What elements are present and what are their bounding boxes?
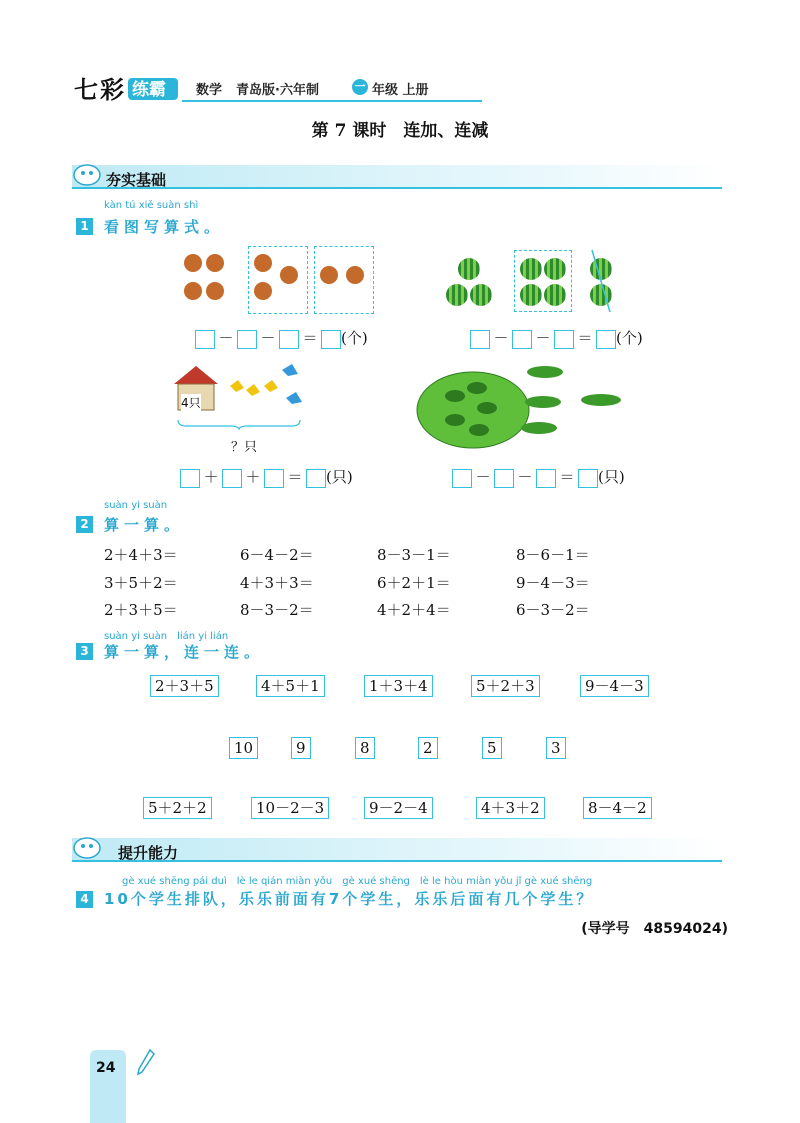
answer-blank[interactable] <box>306 469 326 488</box>
study-number: (导学号 48594024) <box>581 921 728 937</box>
match-expression-bottom[interactable]: 8－4－2 <box>583 797 652 819</box>
match-number[interactable]: 10 <box>229 737 258 759</box>
match-expression-bottom[interactable]: 4＋3＋2 <box>476 797 545 819</box>
birds-house-picture <box>172 362 312 442</box>
answer-blank[interactable] <box>264 469 284 488</box>
calc-item: 6－3－2＝ <box>516 601 590 619</box>
match-expression-bottom[interactable]: 9－2－4 <box>364 797 433 819</box>
header-subject: 数学 <box>196 83 223 98</box>
lesson-title: 第 7 课时 连加、连减 <box>311 121 489 141</box>
q4-question: 10个学生排队，乐乐前面有7个学生，乐乐后面有几个学生？ <box>104 890 595 908</box>
calc-item: 2＋3＋5＝ <box>104 601 178 619</box>
q4-number: 4 <box>76 891 93 908</box>
q1-number: 1 <box>76 218 93 235</box>
q1-pinyin: kàn tú xiě suàn shì <box>104 200 199 211</box>
q2-pinyin: suàn yi suàn <box>104 500 168 511</box>
calc-item: 2＋4＋3＝ <box>104 546 178 564</box>
q3-number: 3 <box>76 643 93 660</box>
grade-badge: 一 <box>352 79 368 95</box>
cartoon-animal-icon <box>72 833 102 859</box>
header-divider <box>182 100 482 102</box>
match-number[interactable]: 5 <box>482 737 502 759</box>
header-grade: 年级 上册 <box>372 83 429 98</box>
answer-blank[interactable] <box>470 330 490 349</box>
q1-equation-2: － － ＝ (个) <box>470 327 643 349</box>
calc-item: 6＋2＋1＝ <box>377 574 451 592</box>
answer-blank[interactable] <box>279 330 299 349</box>
answer-blank[interactable] <box>180 469 200 488</box>
answer-blank[interactable] <box>452 469 472 488</box>
calc-item: 6－4－2＝ <box>240 546 314 564</box>
calc-item: 4＋2＋4＝ <box>377 601 451 619</box>
q4-pinyin: gè xué shēng pái duì lè le qián miàn yǒu gè xué shēng lè le hòu miàn yǒu jǐ gè xué shēng <box>122 876 593 887</box>
match-expression-top[interactable]: 4＋5＋1 <box>256 675 325 697</box>
unit-label: (只) <box>598 468 625 486</box>
match-number[interactable]: 9 <box>291 737 311 759</box>
match-expression-top[interactable]: 1＋3＋4 <box>364 675 433 697</box>
match-expression-bottom[interactable]: 10－2－3 <box>251 797 329 819</box>
match-expression-top[interactable]: 9－4－3 <box>580 675 649 697</box>
unit-label: (个) <box>616 329 643 347</box>
calc-item: 9－4－3＝ <box>516 574 590 592</box>
answer-blank[interactable] <box>195 330 215 349</box>
unit-label: (只) <box>326 468 353 486</box>
match-number[interactable]: 3 <box>546 737 566 759</box>
answer-blank[interactable] <box>512 330 532 349</box>
frogs-lilypad-picture <box>415 358 630 453</box>
svg-text:彩: 彩 <box>100 75 124 104</box>
section-bar-basics <box>72 165 722 189</box>
q3-instruction: 算一算，连一连。 <box>104 643 265 661</box>
calc-item: 8－3－2＝ <box>240 601 314 619</box>
answer-blank[interactable] <box>554 330 574 349</box>
q2-number: 2 <box>76 516 93 533</box>
q3-pinyin: suàn yi suàn lián yi lián <box>104 631 229 642</box>
unit-label: (个) <box>341 329 368 347</box>
answer-blank[interactable] <box>321 330 341 349</box>
answer-blank[interactable] <box>578 469 598 488</box>
match-expression-top[interactable]: 2＋3＋5 <box>150 675 219 697</box>
header-edition: 青岛版·六年制 <box>236 83 319 98</box>
section-title-advanced: 提升能力 <box>118 844 179 862</box>
match-expression-top[interactable]: 5＋2＋3 <box>471 675 540 697</box>
total-question-label: ？只 <box>231 440 258 455</box>
page-number: 24 <box>96 1060 116 1076</box>
q1-instruction: 看图写算式。 <box>104 218 225 236</box>
q1-equation-3: ＋ ＋ ＝ (只) <box>180 466 353 488</box>
answer-blank[interactable] <box>596 330 616 349</box>
bears-picture <box>180 246 375 314</box>
q1-equation-1: － － ＝ (个) <box>195 327 368 349</box>
q1-equation-4: － － ＝ (只) <box>452 466 625 488</box>
answer-blank[interactable] <box>494 469 514 488</box>
calc-item: 8－3－1＝ <box>377 546 451 564</box>
answer-blank[interactable] <box>237 330 257 349</box>
match-number[interactable]: 8 <box>355 737 375 759</box>
brand-logo <box>72 72 182 106</box>
answer-blank[interactable] <box>222 469 242 488</box>
watermelons-picture <box>442 246 622 314</box>
svg-text:练霸: 练霸 <box>132 80 166 100</box>
pencil-icon <box>136 1048 156 1080</box>
svg-text:七: 七 <box>74 75 98 104</box>
calc-item: 4＋3＋3＝ <box>240 574 314 592</box>
q2-instruction: 算一算。 <box>104 516 185 534</box>
answer-blank[interactable] <box>536 469 556 488</box>
section-title-basics: 夯实基础 <box>106 171 167 189</box>
match-expression-bottom[interactable]: 5＋2＋2 <box>143 797 212 819</box>
match-number[interactable]: 2 <box>418 737 438 759</box>
calc-item: 8－6－1＝ <box>516 546 590 564</box>
house-count-label: 4只 <box>181 396 201 410</box>
calc-item: 3＋5＋2＝ <box>104 574 178 592</box>
cartoon-animal-icon <box>72 160 102 186</box>
